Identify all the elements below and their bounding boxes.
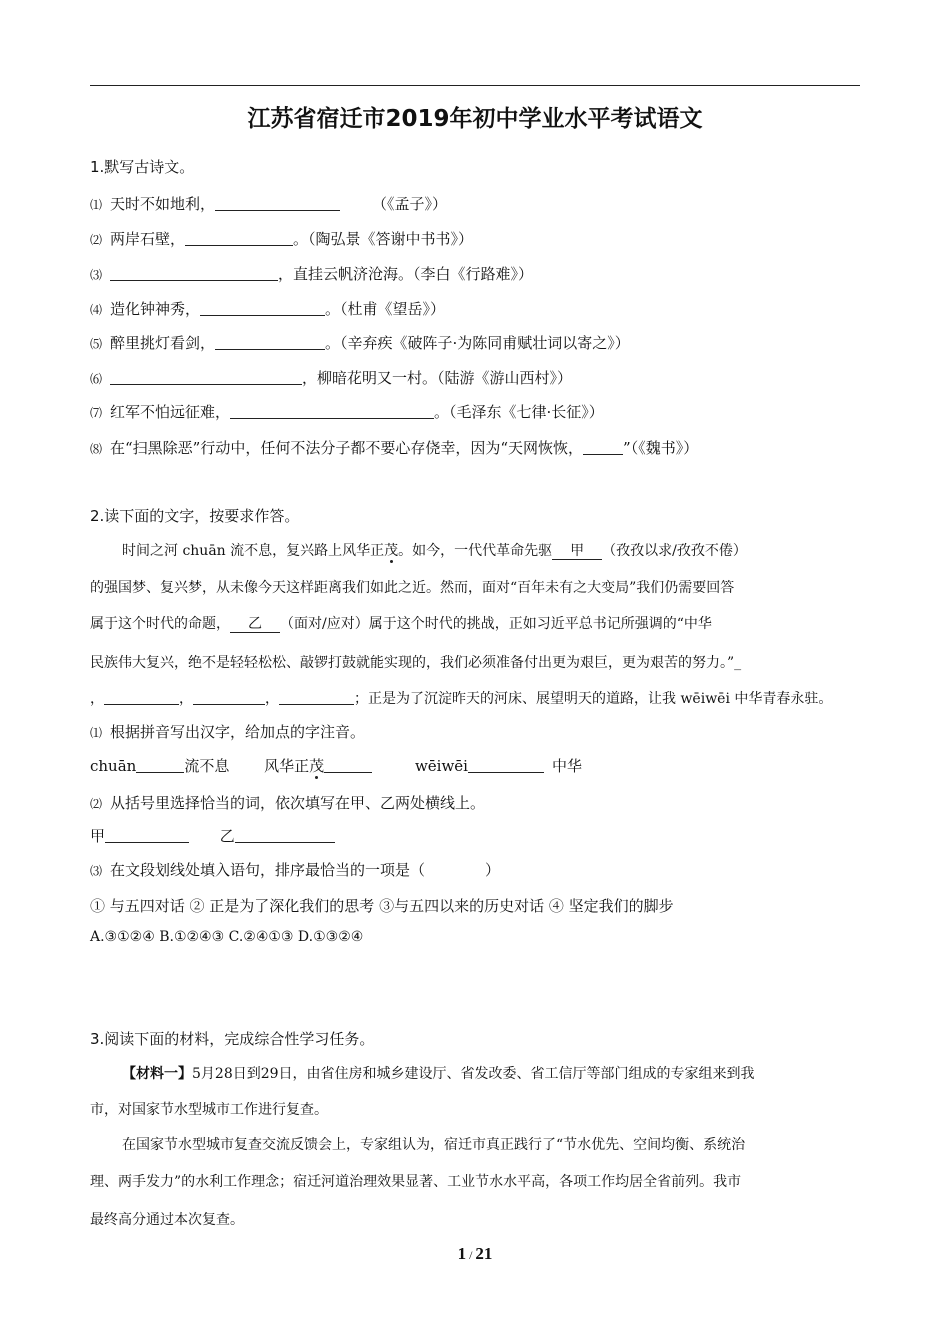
answer-blank[interactable] [230, 403, 434, 419]
q3-material-1-line-1: 【材料一】5月28日到29日，由省住房和城乡建设厅、省发改委、省工信厅等部门组成的专家组来到我 [122, 1066, 755, 1082]
answer-blank[interactable] [215, 195, 340, 211]
answer-blank[interactable] [468, 757, 544, 773]
q1-item-4: ⑷ 造化钟神秀， 。（杜甫《望岳》） [90, 300, 446, 318]
q2-pinyin-row: chuān 流不息 风华正茂 wēiwēi 中华 [90, 757, 582, 775]
q2-choices: A.③①②④ B.①②④③ C.②④①③ D.①③②④ [90, 929, 364, 945]
q2-passage-line-1: 时间之河 chuān 流不息，复兴路上风华正茂。如今，一代代革命先驱 甲 （孜孜以求/孜孜不倦） [122, 543, 747, 559]
q1-heading: 1.默写古诗文。 [90, 158, 195, 176]
q2-passage-line-3: 属于这个时代的命题， 乙 （面对/应对）属于这个时代的挑战，正如习近平总书记所强调的“中华 [90, 616, 712, 632]
page-number: 1 / 21 [457, 1244, 493, 1263]
q1-item-5: ⑸ 醉里挑灯看剑， 。（辛弃疾《破阵子·为陈同甫赋壮词以寄之》） [90, 334, 630, 352]
q1-item-2: ⑵ 两岸石壁， 。（陶弘景《答谢中书书》） [90, 230, 474, 248]
dotted-char: 茂 [309, 757, 325, 775]
q2-passage-line-2: 的强国梦、复兴梦，从未像今天这样距离我们如此之近。然而，面对“百年未有之大变局”我们仍需要回答 [90, 580, 735, 596]
q1-item-1: ⑴ 天时不如地利， （《孟子》） [90, 195, 448, 213]
answer-blank[interactable] [110, 369, 302, 385]
q3-heading: 3.阅读下面的材料，完成综合性学习任务。 [90, 1030, 375, 1048]
answer-blank[interactable] [185, 230, 293, 246]
q3-material-1-line-2: 市，对国家节水型城市工作进行复查。 [90, 1102, 328, 1118]
answer-blank[interactable] [324, 757, 372, 773]
q3-material-1-line-5: 最终高分通过本次复查。 [90, 1212, 244, 1228]
header-rule [90, 85, 860, 86]
q2-passage-line-5: ， ， ， ；正是为了沉淀昨天的河床、展望明天的道路，让我 wēiwēi 中华青春永驻。 [90, 691, 833, 707]
q3-material-1-line-4: 理、两手发力”的水利工作理念；宿迁河道治理效果显著、工业节水水平高，各项工作均居全省前列。我市 [90, 1174, 742, 1190]
blank-yi[interactable]: 乙 [230, 616, 280, 633]
q2-heading: 2.读下面的文字，按要求作答。 [90, 507, 300, 525]
answer-blank[interactable] [235, 827, 335, 843]
q2-sub-1: ⑴ 根据拼音写出汉字，给加点的字注音。 [90, 723, 366, 741]
answer-blank[interactable] [215, 334, 325, 350]
q2-sub-2: ⑵ 从括号里选择恰当的词，依次填写在甲、乙两处横线上。 [90, 794, 486, 812]
answer-blank[interactable] [136, 757, 184, 773]
answer-blank[interactable] [193, 689, 265, 705]
answer-blank[interactable] [279, 689, 354, 705]
q1-item-6: ⑹ ，柳暗花明又一村。（陆游《游山西村》） [90, 369, 573, 387]
q2-options: ① 与五四对话 ② 正是为了深化我们的思考 ③与五四以来的历史对话 ④ 坚定我们的脚步 [90, 897, 674, 915]
q1-item-3: ⑶ ，直挂云帆济沧海。（李白《行路难》） [90, 265, 534, 283]
page-title: 江苏省宿迁市2019年初中学业水平考试语文 [247, 106, 703, 132]
q1-item-7: ⑺ 红军不怕远征难， 。（毛泽东《七律·长征》） [90, 403, 604, 421]
answer-blank[interactable] [104, 689, 179, 705]
q1-item-8: ⑻ 在“扫黑除恶”行动中，任何不法分子都不要心存侥幸，因为“天网恢恢， ”（《魏书》） [90, 439, 699, 457]
answer-blank[interactable] [583, 439, 623, 455]
q3-material-1-line-3: 在国家节水型城市复查交流反馈会上，专家组认为，宿迁市真正践行了“节水优先、空间均衡、系统治 [122, 1137, 746, 1153]
q2-sub-3: ⑶ 在文段划线处填入语句，排序最恰当的一项是（ ） [90, 861, 501, 879]
answer-blank[interactable] [105, 827, 189, 843]
answer-blank[interactable] [200, 300, 325, 316]
blank-jia[interactable]: 甲 [552, 543, 602, 560]
dotted-char: 茂 [384, 543, 399, 559]
answer-blank[interactable] [110, 265, 278, 281]
q2-passage-line-4: 民族伟大复兴，绝不是轻轻松松、敲锣打鼓就能实现的，我们必须准备付出更为艰巨，更为艰苦的努力。”_ [90, 655, 742, 671]
q2-jia-yi-row: 甲 乙 [90, 825, 335, 846]
